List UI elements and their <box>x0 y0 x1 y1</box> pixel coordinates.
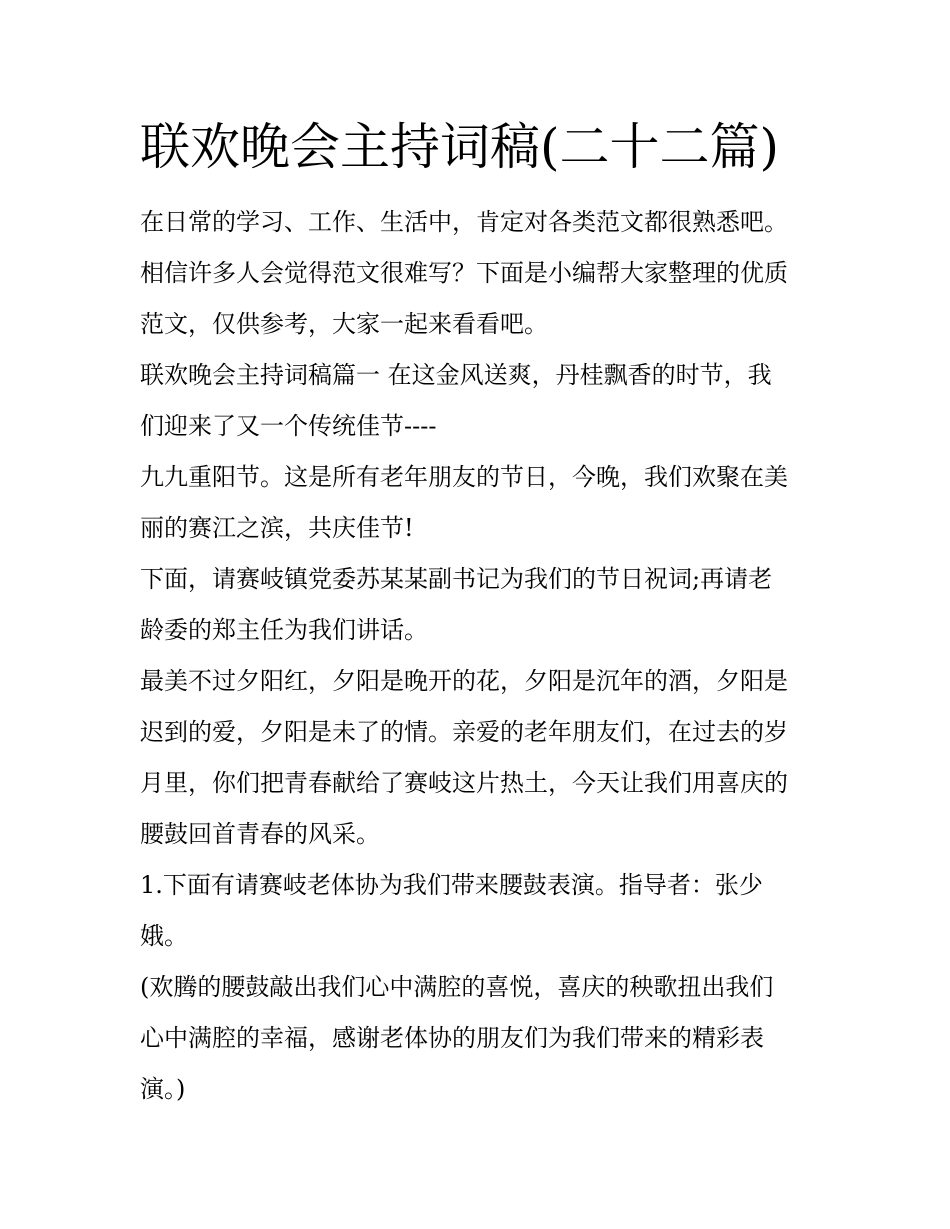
document-body <box>140 197 820 1115</box>
paragraph-speeches <box>140 554 820 656</box>
text-line: 最美不过夕阳红，夕阳是晚开的花，夕阳是沉年的酒，夕阳是 <box>140 667 788 695</box>
text-line: 月里，你们把青春献给了赛岐这片热土，今天让我们用喜庆的 <box>140 769 788 797</box>
paragraph-section-one <box>140 350 820 452</box>
text-line: 迟到的爱，夕阳是未了的情。亲爱的老年朋友们，在过去的岁 <box>140 718 788 746</box>
text-line: 在日常的学习、工作、生活中，肯定对各类范文都很熟悉吧。 <box>140 208 788 236</box>
paragraph-sunset <box>140 656 820 860</box>
text-line: 1.下面有请赛岐老体协为我们带来腰鼓表演。指导者：张少 <box>140 871 763 899</box>
text-line: 范文，仅供参考，大家一起来看看吧。 <box>140 310 548 338</box>
text-line: 腰鼓回首青春的风采。 <box>140 820 380 848</box>
text-line: 们迎来了又一个传统佳节---- <box>140 412 437 440</box>
text-line: 下面，请赛岐镇党委苏某某副书记为我们的节日祝词;再请老 <box>140 565 773 593</box>
text-line: (欢腾的腰鼓敲出我们心中满腔的喜悦，喜庆的秧歌扭出我们 <box>140 973 774 1001</box>
text-line: 联欢晚会主持词稿篇一 在这金风送爽，丹桂飘香的时节，我 <box>140 361 772 389</box>
text-line: 丽的赛江之滨，共庆佳节! <box>140 514 414 542</box>
text-line: 九九重阳节。这是所有老年朋友的节日，今晚，我们欢聚在美 <box>140 463 788 491</box>
text-line: 演。) <box>140 1075 186 1103</box>
text-line: 相信许多人会觉得范文很难写？下面是小编帮大家整理的优质 <box>140 259 788 287</box>
text-line: 娥。 <box>140 922 188 950</box>
paragraph-program-1-closing <box>140 962 820 1115</box>
text-line: 龄委的郑主任为我们讲话。 <box>140 616 428 644</box>
text-line: 心中满腔的幸福，感谢老体协的朋友们为我们带来的精彩表 <box>140 1024 764 1052</box>
document-title: 联欢晚会主持词稿(二十二篇) <box>140 118 780 176</box>
paragraph-program-1 <box>140 860 820 962</box>
paragraph-festival <box>140 452 820 554</box>
paragraph-intro <box>140 197 820 350</box>
